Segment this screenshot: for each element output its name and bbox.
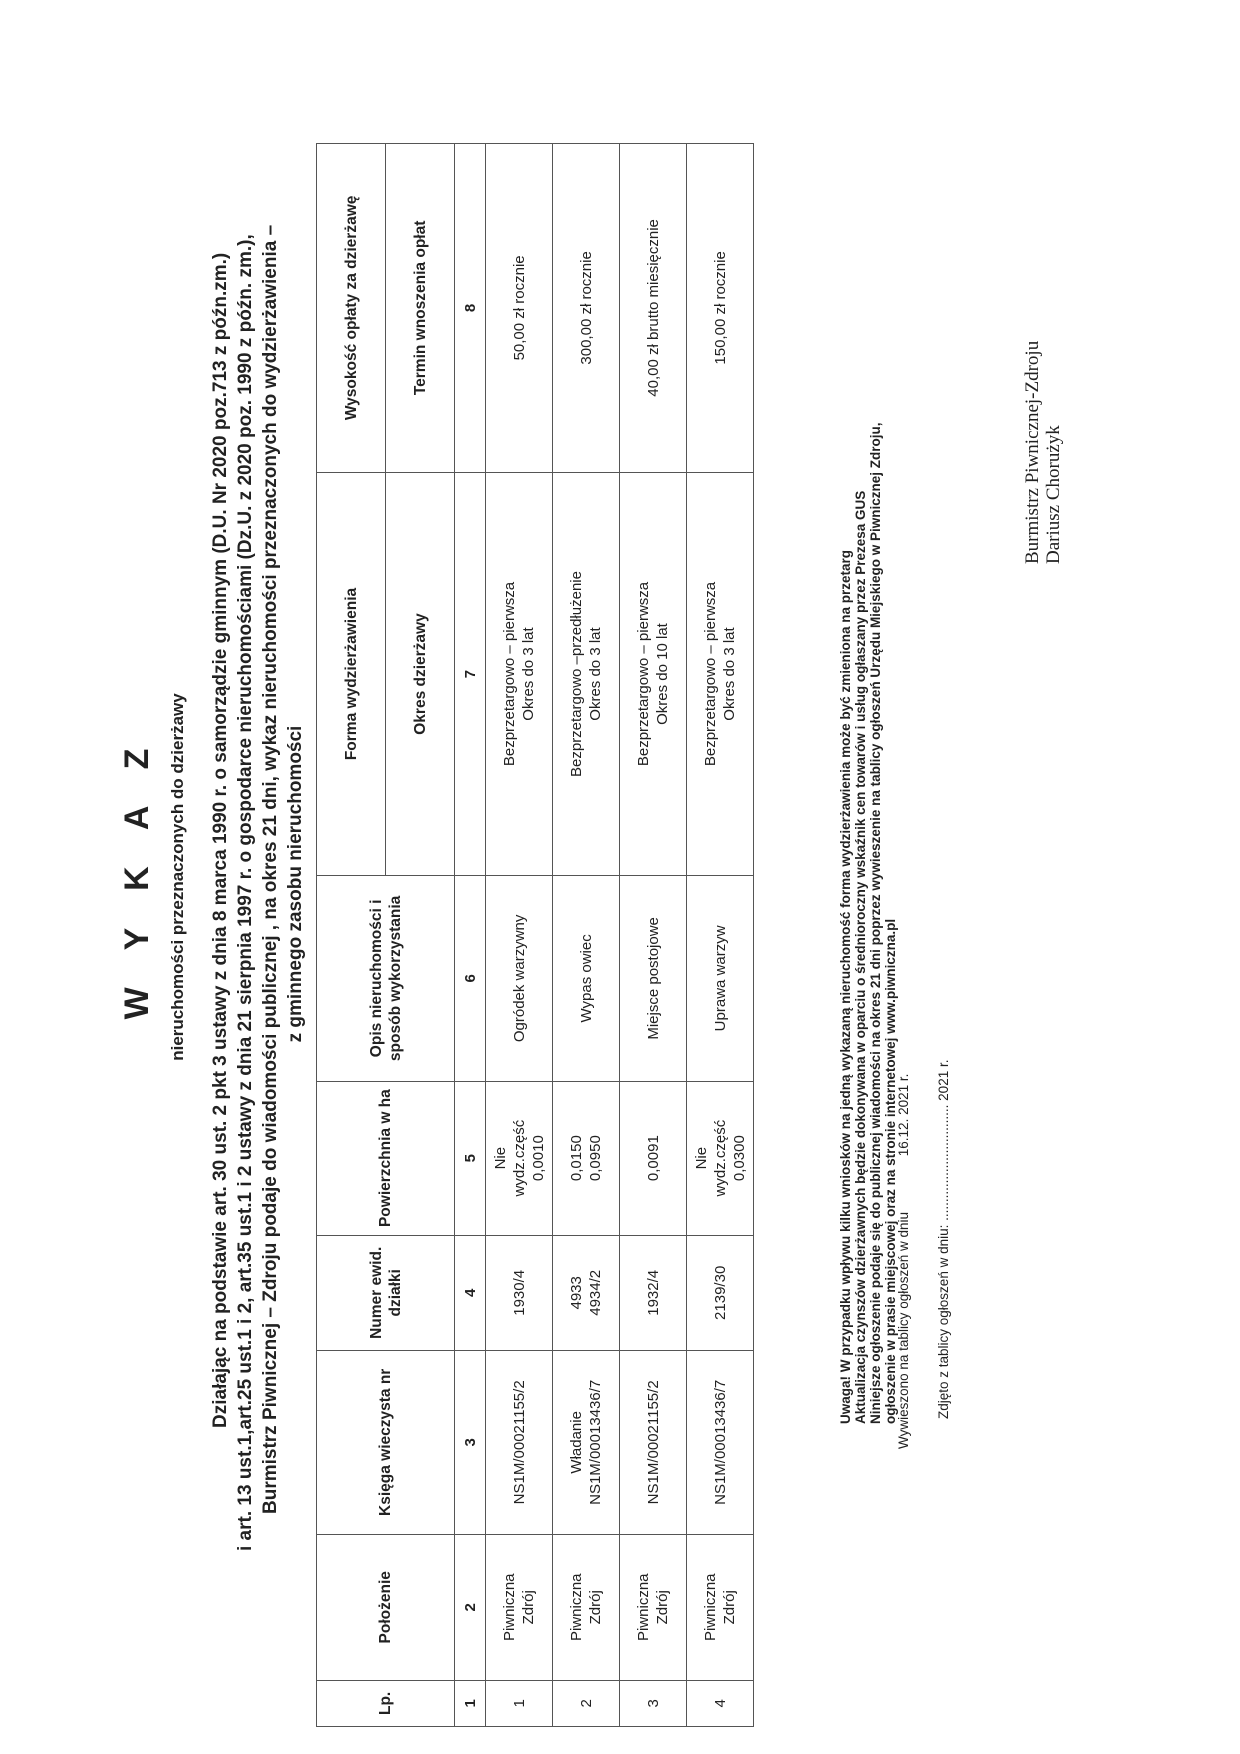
cell-line: Zdrój — [721, 1590, 738, 1625]
cell-line: Okres do 10 lat — [654, 623, 671, 725]
header-polozenie: Położenie — [317, 1534, 455, 1680]
posted-label: Wywieszono na tablicy ogłoszeń w dniu — [896, 1211, 911, 1449]
cell-powierzchnia — [553, 1081, 620, 1235]
cell-line: 0,0950 — [587, 1135, 604, 1182]
header-numer: Numer ewid. działki — [317, 1235, 455, 1350]
cell-line: 1930/4 — [510, 1269, 528, 1316]
cell-line: NS1M/00013436/7 — [587, 1379, 604, 1505]
cell-line: Piwniczna — [501, 1573, 518, 1642]
cell-ksiega — [620, 1350, 687, 1534]
cell-forma — [687, 472, 754, 875]
legal-line-3: Burmistrz Piwnicznej – Zdroju podaje do wiadomości publicznej , na okres 21 dni, wykaz nieruchomości przeznaczonych do wydzierżawienia – — [260, 224, 281, 1514]
table-body — [486, 144, 754, 1727]
cell-line: 0,0150 — [568, 1135, 585, 1182]
table-row — [553, 144, 620, 1727]
cell-opis: Ogródek warzywny — [486, 876, 553, 1081]
cell-forma — [620, 472, 687, 875]
cell-line: Władanie — [568, 1411, 585, 1474]
cell-oplata: 150,00 zł rocznie — [687, 144, 754, 473]
table-row — [620, 144, 687, 1727]
cell-lp: 2 — [553, 1680, 620, 1726]
page-subtitle: nieruchomości przeznaczonych do dzierżawy — [168, 693, 187, 1061]
property-table — [316, 143, 754, 1727]
cell-line: 4933 — [568, 1276, 585, 1310]
cell-line: Bezprzetargowo – pierwsza — [702, 581, 719, 767]
cell-line: Bezprzetargowo – pierwsza — [501, 581, 518, 767]
cell-line: 0,0091 — [644, 1135, 662, 1182]
cell-polozenie — [486, 1534, 553, 1680]
legal-line-1: Działając na podstawie art. 30 ust. 2 pkt 3 ustawy z dnia 8 marca 1990 r. o samorządzie gminnym (D.U. Nr 2020 poz.713 z późn.zm.) — [210, 252, 231, 1428]
removed-line — [936, 1060, 951, 1419]
cell-line: Zdrój — [520, 1590, 537, 1625]
cell-powierzchnia — [486, 1081, 553, 1235]
cell-numer — [620, 1235, 687, 1350]
legal-line-2: i art. 13 ust.1,art.25 ust.1 i 2, art.35 ust.1 i 2 ustawy z dnia 21 sierpnia 1997 r. o gospodarce nieruchomościami (Dz.U. z 2020 poz. 1990 z późn. zm.), — [235, 234, 256, 1551]
cell-line: Nie — [491, 1146, 509, 1170]
header-forma: Forma wydzierżawienia — [317, 472, 386, 875]
signature — [1022, 341, 1064, 564]
cell-lp: 1 — [486, 1680, 553, 1726]
cell-line: wydz.część — [510, 1119, 528, 1197]
cell-line: Okres do 3 lat — [520, 627, 537, 721]
cell-numer — [687, 1235, 754, 1350]
column-number: 4 — [455, 1235, 486, 1350]
cell-polozenie — [687, 1534, 754, 1680]
removed-label: Zdjęto z tablicy ogłoszeń w dniu: — [936, 1224, 951, 1419]
cell-line: 0,0300 — [730, 1135, 748, 1182]
column-number: 3 — [455, 1350, 486, 1534]
posted-date: 16.12. 2021 r. — [896, 1073, 911, 1157]
cell-forma — [486, 472, 553, 875]
cell-oplata: 300,00 zł rocznie — [553, 144, 620, 473]
cell-ksiega — [687, 1350, 754, 1534]
cell-line: Bezprzetargowo –przedłużenie — [568, 571, 585, 777]
cell-oplata: 50,00 zł rocznie — [486, 144, 553, 473]
header-opis: Opis nieruchomości i sposób wykorzystania — [317, 876, 455, 1081]
cell-lp: 4 — [687, 1680, 754, 1726]
cell-line: NS1M/00013436/7 — [711, 1379, 729, 1505]
removed-blank: ............................... — [936, 1104, 951, 1221]
header-okres: Okres dzierżawy — [386, 472, 455, 875]
table-row — [486, 144, 553, 1727]
note-line: ogłoszenie w prasie miejscowej oraz na stronie internetowej www.piwniczna.pl — [883, 918, 898, 1424]
cell-ksiega — [486, 1350, 553, 1534]
note-line: Uwaga! W przypadku wpływu kilku wniosków na jedną wykazaną nieruchomość forma wydzierżawienia może być zmieniona na przetarg — [838, 550, 853, 1424]
note-line: Aktualizacja czynszów dzierżawnych będzie dokonywana w oparciu o średnioroczny wskaźnik cen towarów i usług ogłaszany przez Prezesa GUS — [853, 490, 868, 1424]
cell-oplata: 40,00 zł brutto miesięcznie — [620, 144, 687, 473]
column-number: 2 — [455, 1534, 486, 1680]
cell-line: Okres do 3 lat — [587, 627, 604, 721]
column-numbers-row — [455, 144, 486, 1727]
legal-line-4: z gminnego zasobu nieruchomości — [285, 725, 306, 1043]
posted-line — [896, 1074, 911, 1449]
header-wysokosc: Wysokość opłaty za dzierżawę — [317, 144, 386, 473]
cell-line: Piwniczna — [635, 1573, 652, 1642]
column-number: 5 — [455, 1081, 486, 1235]
cell-line: Zdrój — [654, 1590, 671, 1625]
table-row — [687, 144, 754, 1727]
page-title: W Y K A Z — [118, 734, 156, 1020]
header-ksiega: Księga wieczysta nr — [317, 1350, 455, 1534]
cell-polozenie — [620, 1534, 687, 1680]
cell-line: Piwniczna — [568, 1573, 585, 1642]
notes — [838, 423, 898, 1424]
cell-line: 2139/30 — [711, 1265, 729, 1320]
signature-title: Burmistrz Piwnicznej-Zdroju — [1022, 340, 1043, 564]
cell-powierzchnia — [620, 1081, 687, 1235]
column-number: 7 — [455, 472, 486, 875]
cell-powierzchnia — [687, 1081, 754, 1235]
cell-numer — [486, 1235, 553, 1350]
cell-opis: Wypas owiec — [553, 876, 620, 1081]
column-number: 1 — [455, 1680, 486, 1726]
header-lp: Lp. — [317, 1680, 455, 1726]
cell-line: Okres do 3 lat — [721, 627, 738, 721]
cell-line: Zdrój — [587, 1590, 604, 1625]
removed-year: 2021 r. — [936, 1059, 951, 1101]
cell-opis: Miejsce postojowe — [620, 876, 687, 1081]
cell-opis: Uprawa warzyw — [687, 876, 754, 1081]
signature-name: Dariusz Chorużyk — [1043, 425, 1064, 564]
cell-lp: 3 — [620, 1680, 687, 1726]
cell-line: NS1M/00021155/2 — [510, 1380, 528, 1505]
header-termin: Termin wnoszenia opłat — [386, 144, 455, 473]
cell-polozenie — [553, 1534, 620, 1680]
cell-line: wydz.część — [711, 1119, 729, 1197]
cell-forma — [553, 472, 620, 875]
cell-line: Nie — [692, 1146, 710, 1170]
column-number: 6 — [455, 876, 486, 1081]
cell-ksiega — [553, 1350, 620, 1534]
cell-line: 4934/2 — [587, 1269, 604, 1316]
column-number: 8 — [455, 144, 486, 473]
cell-line: Bezprzetargowo – pierwsza — [635, 581, 652, 767]
cell-numer — [553, 1235, 620, 1350]
note-line: Niniejsze ogłoszenie podaje się do publicznej wiadomości na okres 21 dni poprzez wywieszenie na tablicy ogłoszeń Urzędu Miejskiego w Piwnicznej Zdroju, — [868, 422, 883, 1424]
header-powierzchnia: Powierzchnia w ha — [317, 1081, 455, 1235]
cell-line: NS1M/00021155/2 — [644, 1380, 662, 1505]
cell-line: Piwniczna — [702, 1573, 719, 1642]
cell-line: 0,0010 — [529, 1135, 547, 1182]
cell-line: 1932/4 — [644, 1269, 662, 1316]
